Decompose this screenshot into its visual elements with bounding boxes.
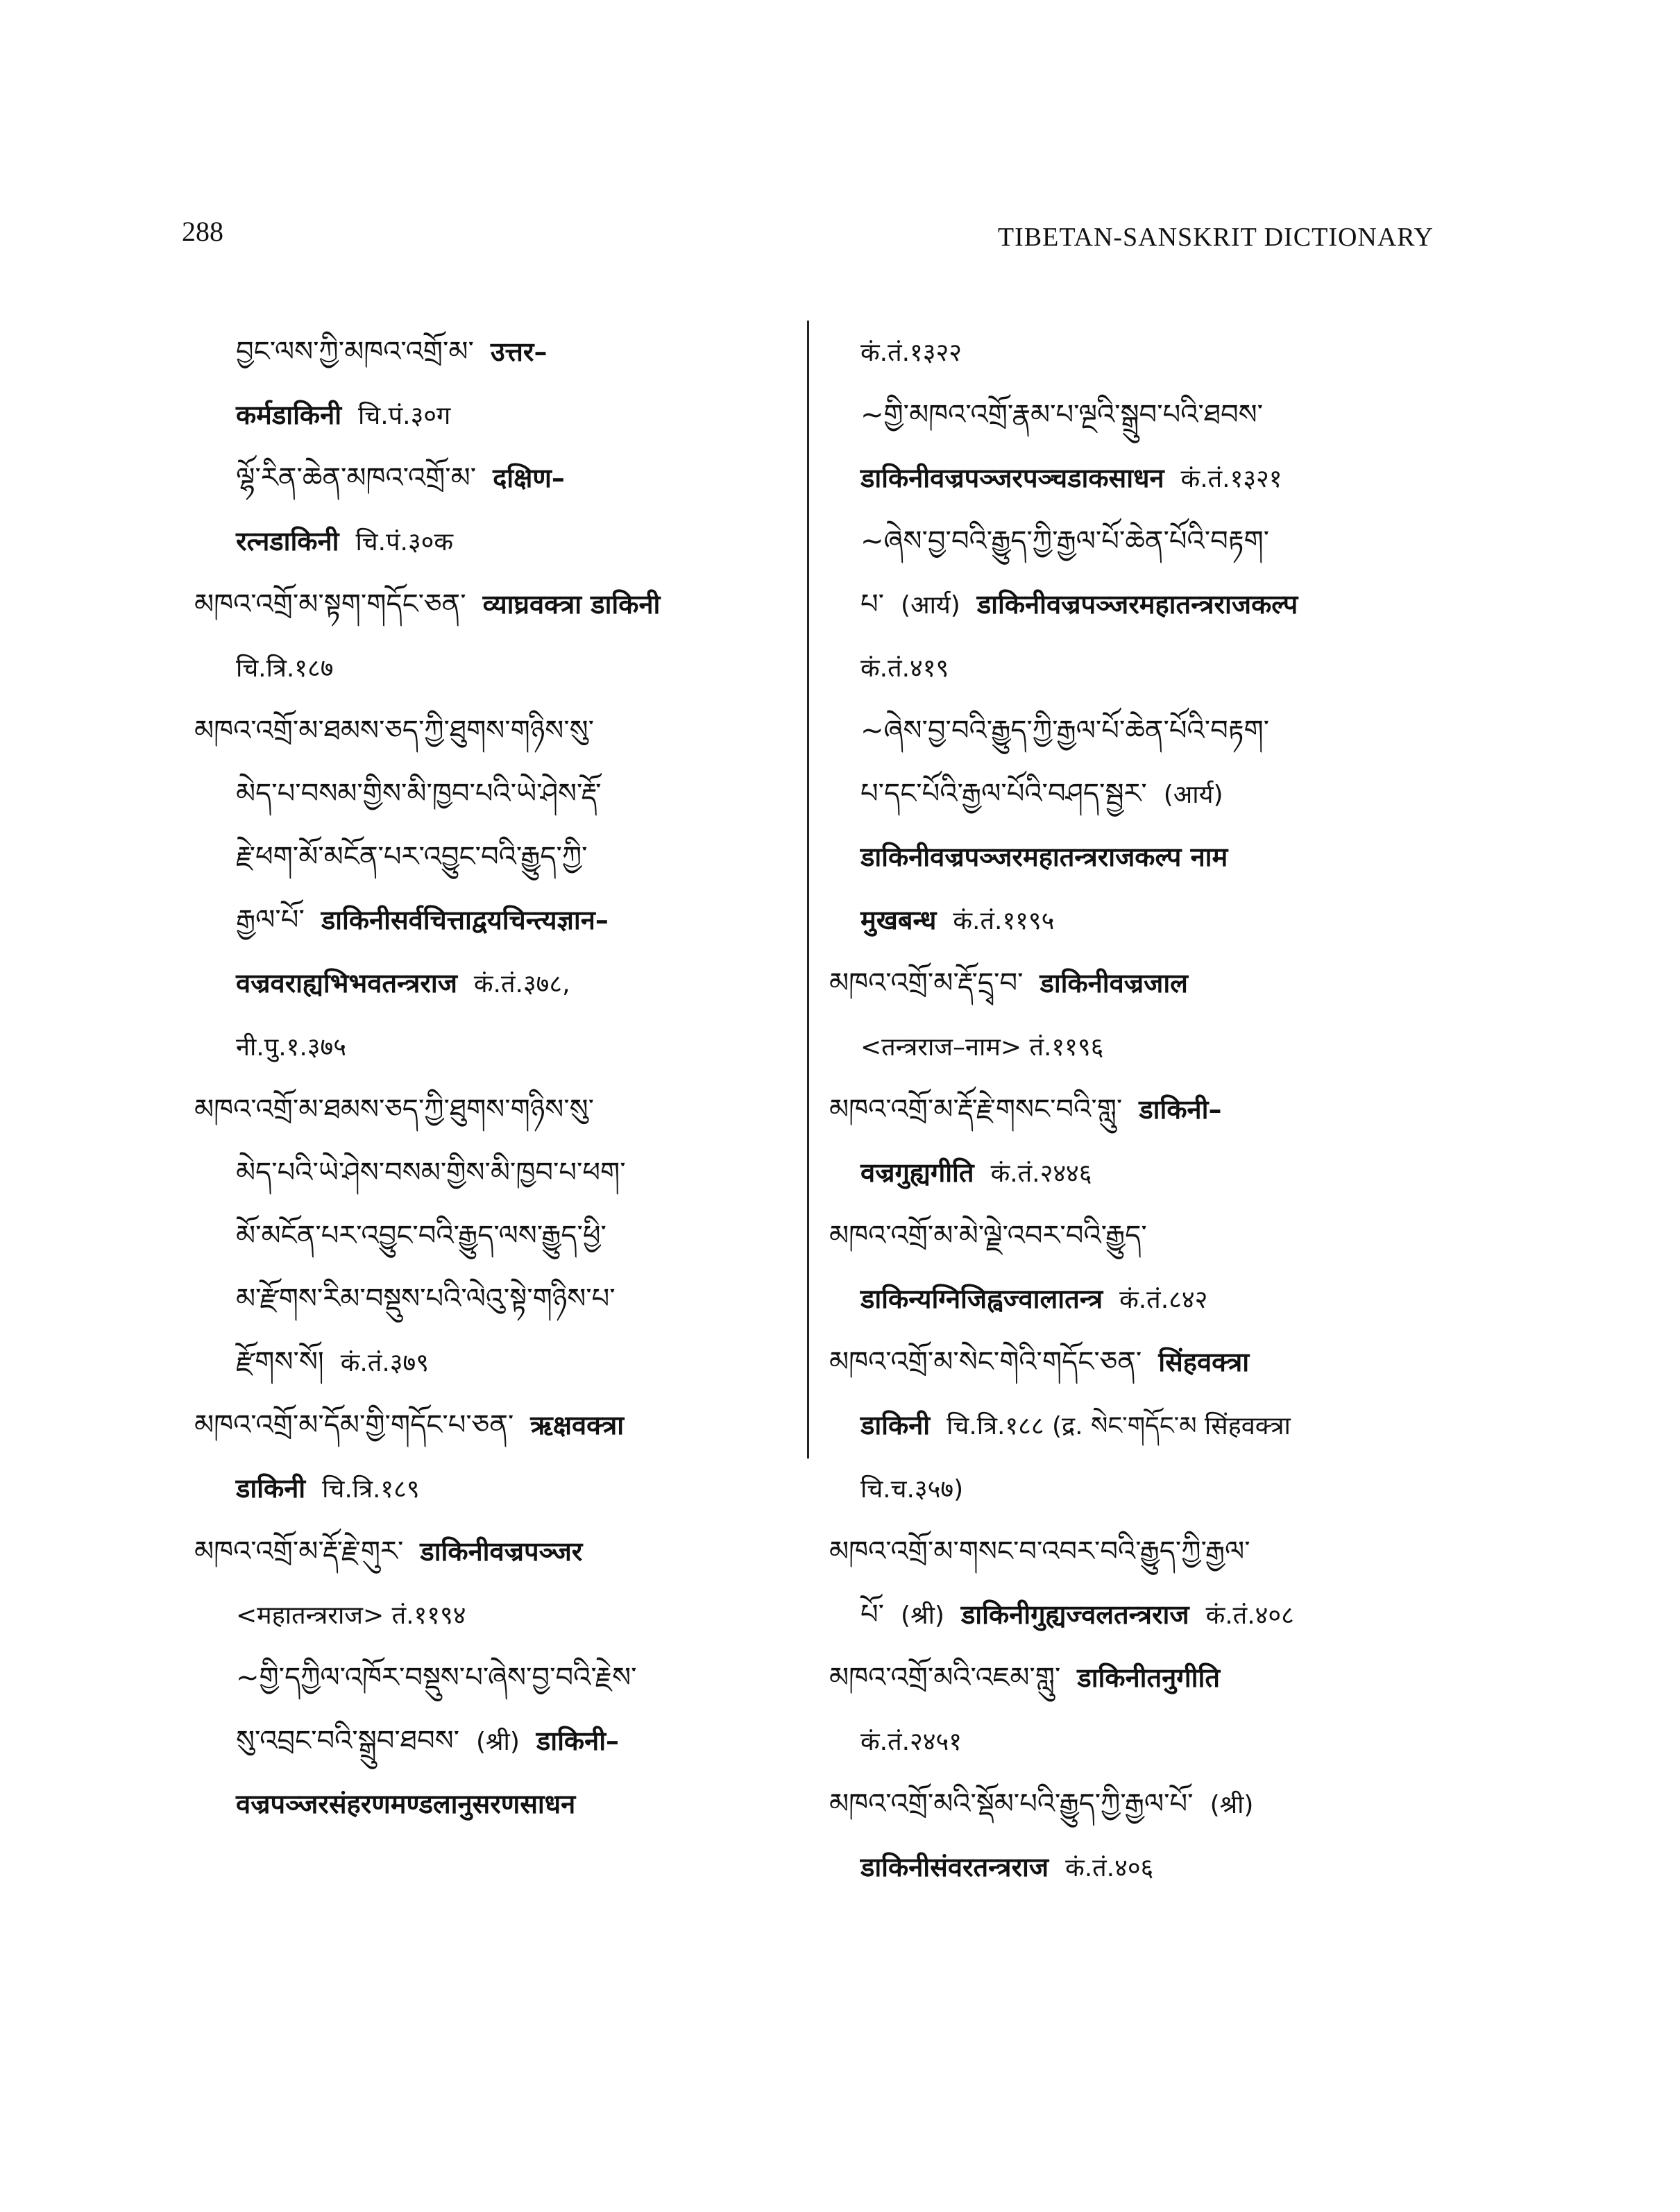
reference-citation: <महातन्त्रराज> तं.११९४: [236, 1601, 466, 1630]
tibetan-headword: མཁའ་འགྲོ་མ་སྟག་གདོང་ཅན་: [194, 588, 466, 620]
sanskrit-equivalent: वज्रवराह्यभिभवतन्त्रराज: [236, 968, 457, 998]
running-title: TIBETAN-SANSKRIT DICTIONARY: [997, 223, 1434, 252]
tibetan-headword: པ་: [860, 588, 885, 620]
dictionary-line: [829, 1331, 1440, 1394]
dictionary-line: [829, 636, 1440, 699]
sanskrit-equivalent: डाकिनीवज्रजाल: [1040, 968, 1188, 998]
dictionary-line: [829, 1205, 1440, 1268]
dictionary-line: [194, 573, 798, 636]
dictionary-line: [829, 510, 1440, 573]
page-header: [0, 0, 1680, 278]
dictionary-line: [194, 321, 798, 384]
sanskrit-equivalent: डाकिनीसर्वचित्ताद्वयचिन्त्यज्ञान–: [321, 905, 609, 935]
tibetan-headword: ~གྱི་མཁའ་འགྲོ་རྣམ་པ་ལྔའི་སྒྲུབ་པའི་ཐབས་: [860, 399, 1264, 431]
dictionary-line: [194, 1394, 798, 1457]
reference-citation: नी.पु.१.३७५: [236, 1033, 346, 1062]
dictionary-line: [194, 384, 798, 447]
sanskrit-equivalent: ऋक्षवक्त्रा: [530, 1410, 625, 1440]
tibetan-headword: ~ཞེས་བྱ་བའི་རྒྱུད་ཀྱི་རྒྱལ་པོ་ཆེན་པོའི་བརྟག་: [860, 525, 1270, 557]
tibetan-headword: རྫོགས་སོ།: [236, 1346, 324, 1378]
sanskrit-equivalent: रत्नडाकिनी: [236, 526, 339, 556]
dictionary-line: [829, 1836, 1440, 1899]
dictionary-line: [829, 1647, 1440, 1710]
dictionary-line: [829, 1078, 1440, 1141]
reference-citation: कं.तं.८४२: [1119, 1286, 1208, 1314]
reference-citation: कं.तं.३७९: [340, 1349, 429, 1377]
sanskrit-equivalent: व्याघ्रवक्त्रा डाकिनी: [482, 589, 661, 620]
page-number: 288: [182, 216, 223, 247]
sanskrit-equivalent: डाकिनीसंवरतन्त्रराज: [860, 1852, 1049, 1882]
sanskrit-equivalent: डाकिनी–: [1139, 1094, 1222, 1125]
reference-citation: (आर्य): [1163, 781, 1223, 809]
tibetan-headword: མཁའ་འགྲོ་མ་རྡོ་རྗེ་གུར་: [194, 1535, 404, 1567]
reference-citation: कं.तं.१३२१: [1180, 465, 1282, 493]
tibetan-headword: སུ་འབྲང་བའི་སྒྲུབ་ཐབས་: [236, 1725, 459, 1757]
dictionary-line: [829, 763, 1440, 826]
tibetan-headword: ལྷོ་རིན་ཆེན་མཁའ་འགྲོ་མ་: [236, 462, 477, 494]
sanskrit-equivalent: डाकिन्यग्निजिह्वज्वालातन्त्र: [860, 1284, 1103, 1314]
sanskrit-equivalent: डाकिनी: [860, 1410, 931, 1440]
dictionary-line: [829, 1520, 1440, 1583]
reference-citation: कं.तं.२४५१: [860, 1728, 962, 1756]
tibetan-headword: མེད་པ་བསམ་གྱིས་མི་ཁྱབ་པའི་ཡེ་ཤེས་རྡོ་: [236, 778, 602, 810]
reference-citation: कं.तं.४०८: [1205, 1601, 1294, 1630]
dictionary-line: [829, 1394, 1440, 1457]
tibetan-headword: མཁའ་འགྲོ་མའི་སྡོམ་པའི་རྒྱུད་ཀྱི་རྒྱལ་པོ་: [829, 1788, 1194, 1820]
dictionary-line: [194, 826, 798, 889]
reference-citation: चि.त्रि.१८९: [322, 1475, 420, 1504]
tibetan-headword: མཁའ་འགྲོ་མ་རྡོ་རྗེ་གསང་བའི་གླུ་: [829, 1094, 1123, 1125]
tibetan-headword: མཁའ་འགྲོ་མ་སེང་གེའི་གདོང་ཅན་: [829, 1346, 1142, 1378]
left-column: [194, 321, 798, 1836]
reference-citation: चि.त्रि.१८८ (द्र. སེང་གདོང་མ सिंहवक्त्रा: [947, 1412, 1291, 1440]
tibetan-headword: མཁའ་འགྲོ་མ་རྡོ་དྲྭ་བ་: [829, 967, 1024, 999]
dictionary-line: [194, 889, 798, 952]
reference-citation: कं.तं.४०६: [1065, 1854, 1154, 1882]
dictionary-line: [194, 1520, 798, 1583]
dictionary-line: [829, 1141, 1440, 1205]
reference-citation: <तन्त्रराज–नाम> तं.११९६: [860, 1033, 1104, 1062]
sanskrit-equivalent: वज्रपञ्जरसंहरणमण्डलानुसरणसाधन: [236, 1789, 576, 1819]
dictionary-line: [829, 1583, 1440, 1647]
dictionary-line: [829, 889, 1440, 952]
dictionary-line: [829, 826, 1440, 889]
tibetan-headword: མཁའ་འགྲོ་མ་ཐམས་ཅད་ཀྱི་ཐུགས་གཉིས་སུ་: [194, 1094, 594, 1125]
dictionary-line: [829, 573, 1440, 636]
reference-citation: (श्री): [901, 1601, 944, 1630]
dictionary-line: [194, 1268, 798, 1331]
reference-citation: कं.तं.४१९: [860, 654, 949, 683]
tibetan-headword: མཁའ་འགྲོ་མ་དོམ་གྱི་གདོང་པ་ཅན་: [194, 1409, 514, 1441]
dictionary-line: [829, 1015, 1440, 1078]
reference-citation: कं.तं.३७८,: [473, 970, 570, 998]
sanskrit-equivalent: डाकिनीवज्रपञ्जर: [420, 1536, 583, 1567]
dictionary-line: [829, 1710, 1440, 1773]
tibetan-headword: པ་དང་པོའི་རྒྱལ་པོའི་བཤད་སྦྱར་: [860, 778, 1147, 810]
dictionary-line: [194, 1205, 798, 1268]
dictionary-line: [829, 952, 1440, 1015]
sanskrit-equivalent: उत्तर–: [490, 337, 548, 367]
sanskrit-equivalent: डाकिनीवज्रपञ्जरमहातन्त्रराजकल्प: [976, 589, 1298, 620]
sanskrit-equivalent: डाकिनीतनुगीति: [1077, 1662, 1220, 1693]
dictionary-line: [194, 1015, 798, 1078]
right-column: [829, 321, 1440, 1899]
sanskrit-equivalent: सिंहवक्त्रा: [1158, 1347, 1250, 1377]
tibetan-headword: བྱང་ལས་ཀྱི་མཁའ་འགྲོ་མ་: [236, 336, 474, 368]
dictionary-line: [194, 1773, 798, 1836]
tibetan-headword: རྗེ་ཕག་མོ་མངོན་པར་འབྱུང་བའི་རྒྱུད་ཀྱི་: [236, 841, 588, 873]
tibetan-headword: རྒྱལ་པོ་: [236, 904, 305, 936]
tibetan-headword: མཁའ་འགྲོ་མའི་འཇམ་གླུ་: [829, 1662, 1061, 1694]
dictionary-line: [194, 636, 798, 699]
tibetan-headword: མཁའ་འགྲོ་མ་ཐམས་ཅད་ཀྱི་ཐུགས་གཉིས་སུ་: [194, 715, 594, 747]
tibetan-headword: མཁའ་འགྲོ་མ་མེ་ལྗེ་འབར་བའི་རྒྱུད་: [829, 1220, 1147, 1252]
sanskrit-equivalent: डाकिनीवज्रपञ्जरमहातन्त्रराजकल्प नाम: [860, 842, 1228, 872]
reference-citation: कं.तं.११९५: [953, 907, 1055, 935]
reference-citation: चि.त्रि.१८७: [236, 654, 334, 683]
dictionary-line: [194, 763, 798, 826]
tibetan-headword: མོ་མངོན་པར་འབྱུང་བའི་རྒྱུད་ལས་རྒྱུད་ཕྱི་: [236, 1220, 606, 1252]
tibetan-headword: མ་རྫོགས་རིམ་བསྡུས་པའི་ལེའུ་སྟེ་གཉིས་པ་: [236, 1283, 616, 1315]
sanskrit-equivalent: मुखबन्ध: [860, 905, 937, 935]
reference-citation: (आर्य): [901, 591, 960, 620]
dictionary-line: [829, 321, 1440, 384]
reference-citation: कं.तं.२४४६: [990, 1159, 1092, 1188]
dictionary-line: [194, 952, 798, 1015]
dictionary-line: [829, 1457, 1440, 1520]
reference-citation: चि.पं.३०क: [355, 528, 454, 556]
dictionary-line: [194, 1141, 798, 1205]
dictionary-line: [829, 1268, 1440, 1331]
dictionary-line: [194, 447, 798, 510]
tibetan-headword: ~གྱི་དཀྱིལ་འཁོར་བསྡུས་པ་ཞེས་བྱ་བའི་རྗེས་: [236, 1662, 637, 1694]
dictionary-line: [194, 510, 798, 573]
dictionary-line: [194, 1331, 798, 1394]
tibetan-headword: པོ་: [860, 1599, 885, 1631]
dictionary-line: [829, 447, 1440, 510]
sanskrit-equivalent: डाकिनीवज्रपञ्जरपञ्चडाकसाधन: [860, 463, 1164, 493]
tibetan-headword: མཁའ་འགྲོ་མ་གསང་བ་འབར་བའི་རྒྱུད་ཀྱི་རྒྱལ་: [829, 1535, 1250, 1567]
sanskrit-equivalent: दक्षिण–: [493, 463, 565, 493]
sanskrit-equivalent: डाकिनी: [236, 1473, 306, 1504]
dictionary-line: [194, 1710, 798, 1773]
dictionary-line: [194, 1078, 798, 1141]
dictionary-line: [194, 1583, 798, 1647]
reference-citation: चि.पं.३०ग: [358, 402, 451, 430]
dictionary-line: [829, 384, 1440, 447]
reference-citation: कं.तं.१३२२: [860, 339, 962, 367]
sanskrit-equivalent: वज्रगुह्यगीति: [860, 1157, 974, 1188]
dictionary-line: [829, 699, 1440, 763]
dictionary-line: [829, 1773, 1440, 1836]
reference-citation: (श्री): [1210, 1791, 1254, 1819]
reference-citation: (श्री): [476, 1728, 520, 1756]
sanskrit-equivalent: डाकिनी–: [536, 1726, 620, 1756]
tibetan-headword: མེད་པའི་ཡེ་ཤེས་བསམ་གྱིས་མི་ཁྱབ་པ་ཕག་: [236, 1157, 626, 1189]
column-divider: [807, 321, 809, 1458]
dictionary-line: [194, 1647, 798, 1710]
sanskrit-equivalent: डाकिनीगुह्यज्वलतन्त्रराज: [960, 1599, 1189, 1630]
reference-citation: चि.च.३५७): [860, 1475, 964, 1504]
tibetan-headword: ~ཞེས་བྱ་བའི་རྒྱུད་ཀྱི་རྒྱལ་པོ་ཆེན་པོའི་བརྟག་: [860, 715, 1270, 747]
dictionary-line: [194, 699, 798, 763]
dictionary-line: [194, 1457, 798, 1520]
sanskrit-equivalent: कर्मडाकिनी: [236, 400, 342, 430]
